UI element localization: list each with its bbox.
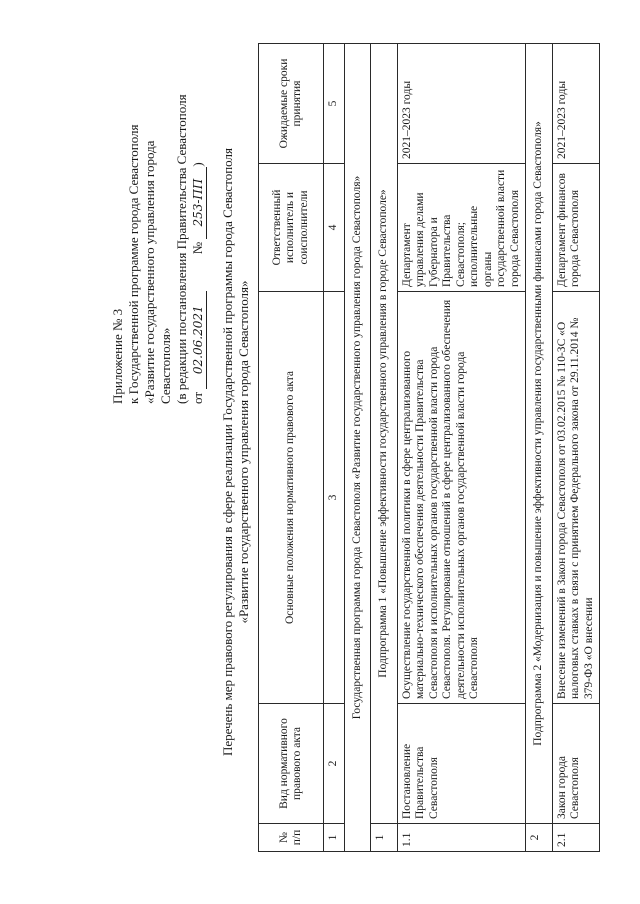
appendix-line: к Государственной программе города Севастополя xyxy=(126,124,141,404)
subprogram-row xyxy=(371,44,398,852)
row-terms: 2021–2023 годы xyxy=(552,44,600,164)
col-number: 5 xyxy=(324,44,345,164)
title-line: «Развитие государственного управления города Севастополя» xyxy=(236,280,251,624)
subprogram-title: Подпрограмма 2 «Модернизация и повышение эффективности управления государственными финансами города Севастополя» xyxy=(526,44,553,824)
appendix-line: Приложение № 3 xyxy=(110,308,125,404)
appendix-line: «Развитие государственного управления города xyxy=(142,140,157,404)
resolution-date: 02.06.2021 xyxy=(190,291,207,389)
table-row xyxy=(397,44,526,852)
resolution-number: 253-ПП xyxy=(190,167,207,239)
header-num: № п/п xyxy=(259,824,324,852)
program-title: Государственная программа города Севастополя «Развитие государственного управления города Севастополя» xyxy=(344,44,371,852)
row-provisions: Внесение изменений в Закон города Севастополя от 03.02.2015 № 110-ЗС «О налоговых ставках в связи с принятием Федерального закона от 29.11.2014 № 379-ФЗ «О внесении xyxy=(552,292,600,704)
header-terms: Ожидаемые сроки принятия xyxy=(259,44,324,164)
document-title xyxy=(220,0,252,904)
header-row xyxy=(259,44,324,852)
appendix-line: Севастополя» xyxy=(158,327,173,404)
header-kind: Вид нормативного правового акта xyxy=(259,704,324,824)
column-number-row xyxy=(324,44,345,852)
col-number: 4 xyxy=(324,164,345,292)
row-executor: Департамент финансов города Севастополя xyxy=(552,164,600,292)
measures-table xyxy=(258,43,600,852)
closing-parenthesis: ) xyxy=(190,162,205,167)
row-provisions: Осуществление государственной политики в сфере централизованного материально-технического обеспечения деятельности Правительства Севастополя и исполнительных органов государственной власти города Севастополя. Регулирование отношений в сфере централизованного обеспечения деятельности исполнительных органов государственной власти города Севастополя xyxy=(397,292,526,704)
subprogram-row xyxy=(526,44,553,852)
program-row xyxy=(344,44,371,852)
row-num: 1.1 xyxy=(397,824,526,852)
title-line: Перечень мер правового регулирования в сфере реализации Государственной программы города Севастополя xyxy=(220,148,235,756)
row-terms: 2021–2023 годы xyxy=(397,44,526,164)
appendix-date-line xyxy=(190,94,207,404)
header-provisions: Основные положения нормативного правового акта xyxy=(259,292,324,704)
col-number: 2 xyxy=(324,704,345,824)
row-executor: Департамент управления делами Губернатора и Правительства Севастополя; исполнительные органы государственной власти города Севастополя xyxy=(397,164,526,292)
row-kind: Закон города Севастополя xyxy=(552,704,600,824)
row-kind: Постановление Правительства Севастополя xyxy=(397,704,526,824)
header-executor: Ответственный исполнитель и соисполнители xyxy=(259,164,324,292)
subprogram-title: Подпрограмма 1 «Повышение эффективности государственного управления в городе Севастополе» xyxy=(371,44,398,824)
subprogram-num: 2 xyxy=(526,824,553,852)
col-number: 3 xyxy=(324,292,345,704)
appendix-block xyxy=(110,94,207,404)
table-row xyxy=(552,44,600,852)
subprogram-num: 1 xyxy=(371,824,398,852)
col-number: 1 xyxy=(324,824,345,852)
row-num: 2.1 xyxy=(552,824,600,852)
date-prefix: от xyxy=(190,391,205,404)
number-prefix: № xyxy=(190,241,205,255)
appendix-line: (в редакции постановления Правительства Севастополя xyxy=(174,94,189,404)
